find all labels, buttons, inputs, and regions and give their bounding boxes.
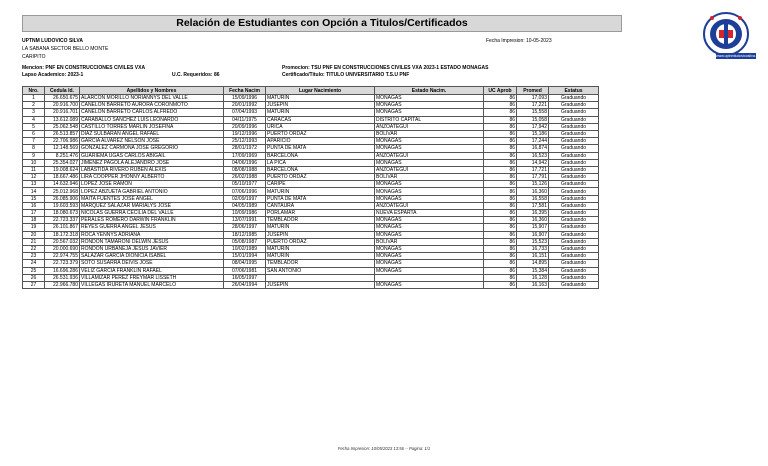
cell-cedula: 19.603.593 [45, 202, 80, 209]
logo-url: www.uptnmludovicosilva.edu.ve [716, 54, 767, 58]
cell-nro: 19 [23, 224, 45, 231]
cell-cedula: 19.008.624 [45, 166, 80, 173]
cell-cedula: 20.916.700 [45, 102, 80, 109]
cell-nro: 21 [23, 238, 45, 245]
cell-uc-aprob: 86 [484, 95, 517, 102]
cell-fecha-nacim: 10/09/1986 [224, 210, 266, 217]
cell-nro: 23 [23, 253, 45, 260]
cell-fecha-nacim: 07/06/1996 [224, 188, 266, 195]
cell-estatus: Graduando [549, 138, 599, 145]
cell-nombres: GONZALEZ CARMONA JOSE GREGORIO [80, 145, 224, 152]
cell-estatus: Graduando [549, 174, 599, 181]
cell-cedula: 22.974.755 [45, 253, 80, 260]
cell-cedula: 26.650.675 [45, 95, 80, 102]
cell-uc-aprob: 86 [484, 281, 517, 288]
cell-fecha-nacim: 08/08/1988 [224, 166, 266, 173]
cell-lugar-nacim: BARCELONA [266, 152, 375, 159]
students-table [22, 86, 599, 289]
cell-lugar-nacim: PUERTO ORDAZ [266, 130, 375, 137]
cell-estatus: Graduando [549, 116, 599, 123]
table-body [23, 95, 599, 289]
cell-promedio: 17,221 [517, 102, 549, 109]
cell-promedio: 16,360 [517, 188, 549, 195]
cell-fecha-nacim: 15/09/1996 [224, 95, 266, 102]
cell-nombres: NICOLAS GUERRA CECILIA DEL VALLE [80, 210, 224, 217]
cell-promedio: 16,151 [517, 253, 549, 260]
cell-nombres: PERALES ROMERO DARWIN FRANKLIN [80, 217, 224, 224]
table-row [23, 217, 599, 224]
cell-estatus: Graduando [549, 217, 599, 224]
cell-fecha-nacim: 28/01/1972 [224, 145, 266, 152]
cell-estatus: Graduando [549, 267, 599, 274]
report-title: Relación de Estudiantes con Opción a Titulos/Certificados [22, 15, 622, 32]
cell-fecha-nacim: 04/11/1975 [224, 116, 266, 123]
cell-estatus: Graduando [549, 123, 599, 130]
table-row [23, 152, 599, 159]
cell-uc-aprob: 86 [484, 109, 517, 116]
cell-estado-nacim: ANZOATEGUI [375, 202, 484, 209]
cell-nombres: ALARCON MORILLO NORIANNYS DEL VALLE [80, 95, 224, 102]
cell-cedula: 20.916.701 [45, 109, 80, 116]
cell-nombres: GARCIA ALVAREZ NELSON JOSE [80, 138, 224, 145]
cell-nro: 22 [23, 245, 45, 252]
cell-uc-aprob: 86 [484, 152, 517, 159]
cell-lugar-nacim: CARACAS [266, 116, 375, 123]
cell-uc-aprob: 86 [484, 166, 517, 173]
cell-nombres: SALAZAR GARCIA DIONICIA ISABEL [80, 253, 224, 260]
cell-lugar-nacim: MATURIN [266, 188, 375, 195]
table-row [23, 145, 599, 152]
table-row [23, 130, 599, 137]
cell-estado-nacim [375, 274, 484, 281]
table-row [23, 195, 599, 202]
cell-cedula: 16.696.286 [45, 267, 80, 274]
table-row [23, 188, 599, 195]
cell-nro: 4 [23, 116, 45, 123]
cell-estado-nacim: MONAGAS [375, 138, 484, 145]
cell-nombres: MAITA FUENTES JOSE ANGEL [80, 195, 224, 202]
cell-nombres: JIMENEZ PAGOLA ALEJANDRO JOSE [80, 159, 224, 166]
cell-lugar-nacim: MATURIN [266, 224, 375, 231]
cell-uc-aprob: 86 [484, 195, 517, 202]
cell-nro: 2 [23, 102, 45, 109]
cell-cedula: 26.531.936 [45, 274, 80, 281]
cell-estatus: Graduando [549, 109, 599, 116]
cell-estatus: Graduando [549, 260, 599, 267]
cell-estatus: Graduando [549, 231, 599, 238]
cell-nro: 8 [23, 145, 45, 152]
cell-estado-nacim: MONAGAS [375, 95, 484, 102]
cell-estado-nacim: MONAGAS [375, 281, 484, 288]
cell-promedio: 17,942 [517, 123, 549, 130]
cell-estatus: Graduando [549, 195, 599, 202]
cell-cedula: 26.513.857 [45, 130, 80, 137]
cell-uc-aprob: 86 [484, 217, 517, 224]
cell-estatus: Graduando [549, 152, 599, 159]
table-row [23, 260, 599, 267]
cell-promedio: 16,128 [517, 274, 549, 281]
cell-fecha-nacim: 08/04/1995 [224, 260, 266, 267]
cell-lugar-nacim: APARICIO [266, 138, 375, 145]
cell-estado-nacim: MONAGAS [375, 253, 484, 260]
cell-nro: 5 [23, 123, 45, 130]
cell-estado-nacim: MONAGAS [375, 109, 484, 116]
cell-lugar-nacim: MATURIN [266, 245, 375, 252]
cell-fecha-nacim: 07/04/1993 [224, 109, 266, 116]
table-row [23, 245, 599, 252]
cell-cedula: 14.632.946 [45, 181, 80, 188]
header-estatus: Estatus [549, 87, 599, 95]
cell-nro: 26 [23, 274, 45, 281]
cell-fecha-nacim: 04/05/1989 [224, 202, 266, 209]
cell-promedio: 16,395 [517, 210, 549, 217]
cell-lugar-nacim: PUERTO ORDAZ [266, 174, 375, 181]
cell-promedio: 17,791 [517, 174, 549, 181]
cell-promedio: 16,163 [517, 281, 549, 288]
cell-promedio: 15,058 [517, 116, 549, 123]
cell-nro: 1 [23, 95, 45, 102]
cell-fecha-nacim: 05/10/1977 [224, 181, 266, 188]
cell-estatus: Graduando [549, 95, 599, 102]
table-row [23, 174, 599, 181]
cell-uc-aprob: 86 [484, 238, 517, 245]
cell-estatus: Graduando [549, 181, 599, 188]
cell-fecha-nacim: 02/09/1997 [224, 195, 266, 202]
cell-estatus: Graduando [549, 188, 599, 195]
lapso-academico: Lapso Academico: 2023-1 [22, 72, 84, 78]
cell-nombres: RONDON URBANEJA JESUS JAVIER [80, 245, 224, 252]
certificado-titulo: Certificado/Titulo: TITULO UNIVERSITARIO T.S.U PNF [282, 72, 410, 78]
mencion: Mencion: PNF EN CONSTRUCCIONES CIVILES VXA [22, 65, 146, 71]
cell-nombres: GUARIEMA UGAS CARLOS ABIGAIL [80, 152, 224, 159]
cell-uc-aprob: 86 [484, 123, 517, 130]
cell-estado-nacim: BOLIVAR [375, 174, 484, 181]
cell-estado-nacim: MONAGAS [375, 260, 484, 267]
cell-cedula: 25.354.027 [45, 159, 80, 166]
cell-fecha-nacim: 28/06/1997 [224, 224, 266, 231]
table-row [23, 267, 599, 274]
cell-uc-aprob: 86 [484, 181, 517, 188]
cell-promedio: 17,721 [517, 166, 549, 173]
cell-lugar-nacim: MATURIN [266, 95, 375, 102]
cell-estatus: Graduando [549, 145, 599, 152]
cell-lugar-nacim: BARCELONA [266, 166, 375, 173]
cell-cedula: 20.000.690 [45, 245, 80, 252]
cell-nombres: ROCA YENNYS ADRIANA [80, 231, 224, 238]
cell-estatus: Graduando [549, 210, 599, 217]
cell-cedula: 22.706.986 [45, 138, 80, 145]
cell-nombres: DIAZ SULBARAN ANGEL RAFAEL [80, 130, 224, 137]
header-nro: Nro. [23, 87, 45, 95]
cell-estatus: Graduando [549, 274, 599, 281]
cell-nombres: VELIZ GARCIA FRANKLIN RAFAEL [80, 267, 224, 274]
cell-promedio: 15,384 [517, 267, 549, 274]
cell-promedio: 14,895 [517, 260, 549, 267]
cell-estatus: Graduando [549, 166, 599, 173]
table-row [23, 138, 599, 145]
cell-estado-nacim: NUEVA ESPARTA [375, 210, 484, 217]
cell-promedio: 16,360 [517, 217, 549, 224]
table-row [23, 274, 599, 281]
cell-fecha-nacim: 26/02/1988 [224, 174, 266, 181]
cell-nro: 14 [23, 188, 45, 195]
cell-uc-aprob: 86 [484, 188, 517, 195]
cell-lugar-nacim: MATURIN [266, 253, 375, 260]
cell-lugar-nacim [266, 274, 375, 281]
table-row [23, 102, 599, 109]
cell-nombres: SOTO SUSARRA DEIVIS JOSE [80, 260, 224, 267]
cell-uc-aprob: 86 [484, 245, 517, 252]
promocion: Promocion: TSU PNF EN CONSTRUCCIONES CIVILES VXA 2023-1 ESTADO MONAGAS [282, 65, 489, 71]
table-row [23, 224, 599, 231]
cell-estado-nacim: MONAGAS [375, 159, 484, 166]
cell-nro: 17 [23, 210, 45, 217]
table-row [23, 281, 599, 288]
table-row [23, 109, 599, 116]
table-row [23, 116, 599, 123]
cell-nombres: CASTILLO TORRES MARLIN JOSEFINA [80, 123, 224, 130]
cell-estatus: Graduando [549, 281, 599, 288]
cell-nombres: LABASTIDA RIVERO RUBEN ALEXIS [80, 166, 224, 173]
cell-promedio: 15,523 [517, 238, 549, 245]
cell-estado-nacim: MONAGAS [375, 102, 484, 109]
cell-promedio: 16,907 [517, 231, 549, 238]
cell-promedio: 15,907 [517, 224, 549, 231]
cell-promedio: 17,244 [517, 138, 549, 145]
cell-estado-nacim: ANZOATEGUI [375, 152, 484, 159]
cell-lugar-nacim: CARIPE [266, 181, 375, 188]
cell-cedula: 22.966.780 [45, 281, 80, 288]
cell-lugar-nacim: TEMBLADOR [266, 217, 375, 224]
cell-nombres: VILLEGAS IRURETA MANUEL MARCELO [80, 281, 224, 288]
cell-uc-aprob: 86 [484, 130, 517, 137]
cell-promedio: 16,558 [517, 195, 549, 202]
header-cedula: Cedula Id. [45, 87, 80, 95]
table-row [23, 202, 599, 209]
address-line-1: LA SABANA SECTOR BELLO MONTE [22, 46, 109, 52]
cell-nombres: LIRA COOPPER JHONNY ALBERTO [80, 174, 224, 181]
cell-nro: 7 [23, 138, 45, 145]
cell-uc-aprob: 86 [484, 138, 517, 145]
cell-estatus: Graduando [549, 238, 599, 245]
cell-cedula: 18.080.673 [45, 210, 80, 217]
cell-uc-aprob: 86 [484, 231, 517, 238]
cell-nro: 3 [23, 109, 45, 116]
cell-uc-aprob: 86 [484, 159, 517, 166]
cell-fecha-nacim: 04/06/1996 [224, 159, 266, 166]
cell-estado-nacim: BOLIVAR [375, 130, 484, 137]
cell-fecha-nacim: 25/12/1993 [224, 138, 266, 145]
cell-lugar-nacim: JUSEPIN [266, 281, 375, 288]
cell-nro: 10 [23, 159, 45, 166]
cell-estatus: Graduando [549, 253, 599, 260]
cell-lugar-nacim: SAN ANTONIO [266, 267, 375, 274]
cell-estado-nacim: MONAGAS [375, 224, 484, 231]
header-estado-nacim: Estado Nacim. [375, 87, 484, 95]
cell-uc-aprob: 86 [484, 202, 517, 209]
cell-estatus: Graduando [549, 202, 599, 209]
cell-fecha-nacim: 13/07/1991 [224, 217, 266, 224]
cell-fecha-nacim: 16/05/1997 [224, 274, 266, 281]
institution-name: UPTNM LUDOVICO SILVA [22, 38, 83, 44]
cell-uc-aprob: 86 [484, 224, 517, 231]
table-row [23, 123, 599, 130]
cell-lugar-nacim: PUERTO ORDAZ [266, 238, 375, 245]
cell-promedio: 17,581 [517, 202, 549, 209]
cell-estatus: Graduando [549, 245, 599, 252]
cell-fecha-nacim: 20/01/1992 [224, 102, 266, 109]
cell-cedula: 12.148.569 [45, 145, 80, 152]
table-row [23, 210, 599, 217]
cell-uc-aprob: 86 [484, 253, 517, 260]
cell-nro: 6 [23, 130, 45, 137]
cell-cedula: 18.667.486 [45, 174, 80, 181]
cell-fecha-nacim: 05/08/1987 [224, 238, 266, 245]
cell-nro: 25 [23, 267, 45, 274]
cell-nro: 20 [23, 231, 45, 238]
header-lugar-nacim: Lugar Nacimiento [266, 87, 375, 95]
table-row [23, 159, 599, 166]
header-uc-aprob: UC Aprob [484, 87, 517, 95]
cell-uc-aprob: 86 [484, 116, 517, 123]
cell-estado-nacim: ANZOATEGUI [375, 123, 484, 130]
cell-promedio: 15,126 [517, 181, 549, 188]
cell-nro: 9 [23, 152, 45, 159]
table-header-row [23, 87, 599, 95]
cell-lugar-nacim: JUSEPIN [266, 231, 375, 238]
table-row [23, 95, 599, 102]
cell-promedio: 17,093 [517, 95, 549, 102]
header-nombres: Apellidos y Nombres [80, 87, 224, 95]
cell-estado-nacim: MONAGAS [375, 231, 484, 238]
cell-uc-aprob: 86 [484, 267, 517, 274]
cell-nombres: VILLAMIZAR PEREZ FREYMAR LISSETH [80, 274, 224, 281]
uc-requeridos: U.C. Requeridos: 86 [172, 72, 220, 78]
cell-uc-aprob: 86 [484, 174, 517, 181]
cell-estado-nacim: MONAGAS [375, 267, 484, 274]
cell-cedula: 26.085.906 [45, 195, 80, 202]
cell-uc-aprob: 86 [484, 102, 517, 109]
cell-cedula: 13.612.089 [45, 116, 80, 123]
cell-lugar-nacim: CANTAURA [266, 202, 375, 209]
cell-nro: 13 [23, 181, 45, 188]
cell-fecha-nacim: 18/12/1985 [224, 231, 266, 238]
cell-uc-aprob: 86 [484, 210, 517, 217]
header-fecha-nacim: Fecha Nacim [224, 87, 266, 95]
cell-cedula: 25.062.548 [45, 123, 80, 130]
cell-cedula: 26.101.867 [45, 224, 80, 231]
cell-uc-aprob: 86 [484, 274, 517, 281]
cell-lugar-nacim: URICA [266, 123, 375, 130]
cell-estado-nacim: ANZOATEGUI [375, 166, 484, 173]
table-row [23, 238, 599, 245]
cell-estatus: Graduando [549, 102, 599, 109]
cell-estado-nacim: BOLIVAR [375, 238, 484, 245]
cell-nro: 27 [23, 281, 45, 288]
cell-nro: 11 [23, 166, 45, 173]
cell-nro: 15 [23, 195, 45, 202]
print-date: Fecha Impresion: 10-05-2023 [486, 38, 552, 44]
cell-uc-aprob: 86 [484, 260, 517, 267]
cell-estado-nacim: MONAGAS [375, 181, 484, 188]
table-row [23, 231, 599, 238]
address-line-2: CARIPITO [22, 54, 46, 60]
cell-promedio: 15,186 [517, 130, 549, 137]
cell-nro: 18 [23, 217, 45, 224]
cell-fecha-nacim: 19/12/1996 [224, 130, 266, 137]
cell-nombres: CANELON BARRETO AURORA CORONMOTO [80, 102, 224, 109]
cell-promedio: 16,523 [517, 152, 549, 159]
cell-nombres: REYES GUERRA ANGEL JESUS [80, 224, 224, 231]
cell-fecha-nacim: 17/09/1969 [224, 152, 266, 159]
cell-estado-nacim: MONAGAS [375, 245, 484, 252]
cell-cedula: 22.723.337 [45, 217, 80, 224]
cell-lugar-nacim: JUSEPIN [266, 102, 375, 109]
cell-nombres: RONDON TAMARONI DELWIN JESUS [80, 238, 224, 245]
cell-cedula: 18.172.318 [45, 231, 80, 238]
cell-estatus: Graduando [549, 130, 599, 137]
cell-lugar-nacim: MATURIN [266, 109, 375, 116]
cell-cedula: 22.723.379 [45, 260, 80, 267]
cell-uc-aprob: 86 [484, 145, 517, 152]
cell-nombres: LOPEZ JOSE RAMON [80, 181, 224, 188]
cell-promedio: 14,942 [517, 159, 549, 166]
cell-promedio: 15,558 [517, 109, 549, 116]
cell-cedula: 8.251.476 [45, 152, 80, 159]
cell-lugar-nacim: PUNTA DE MATA [266, 195, 375, 202]
cell-estatus: Graduando [549, 224, 599, 231]
cell-estatus: Graduando [549, 159, 599, 166]
cell-fecha-nacim: 15/01/1994 [224, 253, 266, 260]
table-row [23, 166, 599, 173]
cell-cedula: 20.567.032 [45, 238, 80, 245]
cell-fecha-nacim: 10/02/1989 [224, 245, 266, 252]
cell-lugar-nacim: PORLAMAR [266, 210, 375, 217]
cell-promedio: 16,874 [517, 145, 549, 152]
cell-estado-nacim: MONAGAS [375, 217, 484, 224]
cell-nro: 24 [23, 260, 45, 267]
cell-nombres: CANELON BARRETO CARLOS ALFREDO [80, 109, 224, 116]
cell-lugar-nacim: PUNTA DE MATA [266, 145, 375, 152]
cell-fecha-nacim: 26/04/1994 [224, 281, 266, 288]
cell-nro: 16 [23, 202, 45, 209]
cell-nombres: MARQUEZ SALAZAR MARIALYS JOSE [80, 202, 224, 209]
table-row [23, 181, 599, 188]
cell-fecha-nacim: 20/09/1996 [224, 123, 266, 130]
cell-fecha-nacim: 07/06/1981 [224, 267, 266, 274]
table-row [23, 253, 599, 260]
header-promedio: Promed [517, 87, 549, 95]
institution-logo-icon [702, 10, 767, 58]
cell-lugar-nacim: LA PICA [266, 159, 375, 166]
cell-estado-nacim: DISTRITO CAPITAL [375, 116, 484, 123]
page-footer: Fecha Impresion: 10/05/2023 13:56 -- Pagina: 1/1 [337, 446, 431, 451]
cell-cedula: 25.012.968 [45, 188, 80, 195]
cell-nombres: LOPEZ ABZUETA GABRIEL ANTONIO [80, 188, 224, 195]
cell-promedio: 16,733 [517, 245, 549, 252]
cell-nro: 12 [23, 174, 45, 181]
cell-estado-nacim: MONAGAS [375, 145, 484, 152]
cell-lugar-nacim: TEMBLADOR [266, 260, 375, 267]
cell-estado-nacim: MONAGAS [375, 195, 484, 202]
cell-nombres: CARABALLO SANCHEZ LUIS LEONARDO [80, 116, 224, 123]
cell-estado-nacim: MONAGAS [375, 188, 484, 195]
